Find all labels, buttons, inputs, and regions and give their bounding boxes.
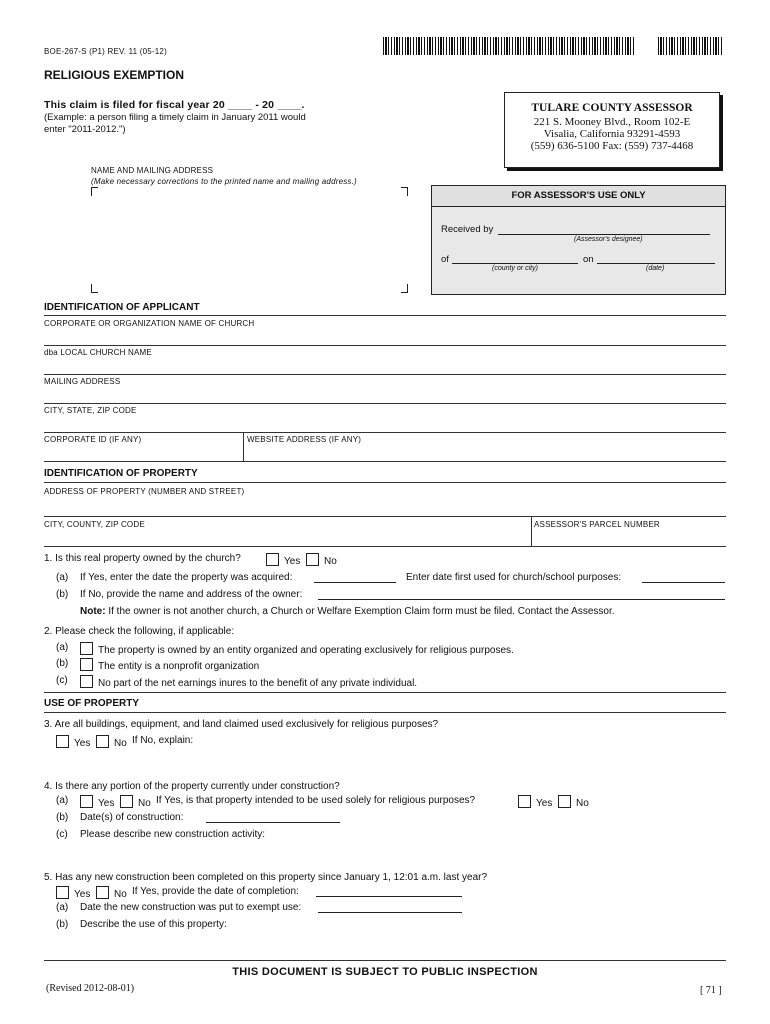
q1-no-label: No [324,556,337,567]
public-inspection-notice: THIS DOCUMENT IS SUBJECT TO PUBLIC INSPECTION [232,966,538,978]
mailing-label: NAME AND MAILING ADDRESS [91,166,214,175]
q1-b-text: If No, provide the name and address of the owner: [80,589,303,600]
parcel-field[interactable] [534,531,725,545]
q3-no-checkbox[interactable] [96,735,109,748]
property-address-label: ADDRESS OF PROPERTY (NUMBER AND STREET) [44,487,245,496]
example-line-1: (Example: a person filing a timely claim in January 2011 would [44,112,306,123]
county-field[interactable] [452,263,578,264]
q4-yes2-option[interactable] [518,795,552,809]
corp-id-rule [44,461,726,462]
parcel-divider [531,516,532,546]
q5-b-text: Describe the use of this property: [80,919,227,930]
form-title: RELIGIOUS EXEMPTION [44,68,185,82]
mailing-corner-tr [401,187,408,196]
designee-caption: (Assessor's designee) [574,236,643,243]
q2-c-option[interactable] [80,675,417,689]
q4-c-label: (c) [56,829,68,840]
q4-yes-option[interactable] [80,795,114,809]
q5-no-label: No [114,889,127,900]
q4-c-text: Please describe new construction activity: [80,829,266,840]
q1-yes-option[interactable] [266,553,300,567]
q3-yes-label: Yes [74,738,91,749]
q3-yes-checkbox[interactable] [56,735,69,748]
q4-yes-checkbox[interactable] [80,795,93,808]
q1-note-text: If the owner is not another church, a Church or Welfare Exemption Claim form must be filed. Contact the Assessor. [108,606,615,617]
mailing-rule [44,403,726,404]
footer-rule [44,960,726,961]
property-city-label: CITY, COUNTY, ZIP CODE [44,520,145,529]
q5-yes-checkbox[interactable] [56,886,69,899]
use-top-rule [44,692,726,693]
property-rule [44,482,726,483]
mailing-address-area[interactable] [100,197,396,281]
q2-c-text: No part of the net earnings inures to the benefit of any private individual. [98,678,418,689]
q4-yes-label: Yes [98,798,115,809]
fiscal-year-line: This claim is filed for fiscal year 20 ____ - 20 ____. [44,99,305,111]
county-caption: (county or city) [492,265,538,272]
corp-name-field[interactable] [44,330,726,345]
assessor-use-box [431,185,726,295]
property-city-field[interactable] [44,531,528,545]
corp-name-rule [44,345,726,346]
q4-text: 4. Is there any portion of the property currently under construction? [44,781,340,792]
q2-b-label: (b) [56,658,69,669]
q5-a-text: Date the new construction was put to exempt use: [80,902,302,913]
q4-b-label: (b) [56,812,69,823]
q1-note-label: Note: [80,606,106,617]
property-address-rule [44,516,726,517]
barcode-main [383,37,635,55]
on-label: on [583,254,594,265]
q5-completion-label: If Yes, provide the date of completion: [132,886,299,897]
parcel-label: ASSESSOR'S PARCEL NUMBER [534,520,660,529]
dba-field[interactable] [44,359,726,374]
city-state-zip-label: CITY, STATE, ZIP CODE [44,406,137,415]
q1-b-label: (b) [56,589,69,600]
q1-a-text2: Enter date first used for church/school purposes: [406,572,622,583]
q3-text: 3. Are all buildings, equipment, and land claimed used exclusively for religious purposes? [44,719,439,730]
assessor-address-box [504,92,720,168]
city-state-zip-field[interactable] [44,417,726,432]
assessor-phone: (559) 636-5100 Fax: (559) 737-4468 [530,140,694,152]
dba-label: dba LOCAL CHURCH NAME [44,348,152,357]
q4-yes2-label: Yes [536,798,553,809]
received-by-label: Received by [441,224,494,235]
q1-no-checkbox[interactable] [306,553,319,566]
property-city-rule [44,546,726,547]
q2-text: 2. Please check the following, if applicable: [44,626,235,637]
q1-a-text: If Yes, enter the date the property was acquired: [80,572,293,583]
q2-c-checkbox[interactable] [80,675,93,688]
q4-no2-checkbox[interactable] [558,795,571,808]
q2-a-checkbox[interactable] [80,642,93,655]
date-field[interactable] [597,263,715,264]
revised-date: (Revised 2012-08-01) [46,983,135,994]
q4-construction-dates-field[interactable] [206,822,340,823]
q2-a-option[interactable] [80,642,514,656]
mailing-corner-bl [91,284,98,293]
q3-no-label: No [114,738,127,749]
of-label: of [441,254,449,265]
property-address-field[interactable] [44,498,726,516]
q3-yes-option[interactable] [56,735,90,749]
q1-yes-label: Yes [284,556,301,567]
example-line-2: enter "2011-2012.") [44,124,126,135]
q5-completion-date-field[interactable] [316,896,462,897]
q2-a-label: (a) [56,642,69,653]
q4-yes2-checkbox[interactable] [518,795,531,808]
date-caption: (date) [646,265,665,272]
mailing-corner-br [401,284,408,293]
q5-yes-label: Yes [74,889,91,900]
q5-yes-option[interactable] [56,886,90,900]
q4-no-checkbox[interactable] [120,795,133,808]
applicant-rule [44,315,726,316]
q4-b-text: Date(s) of construction: [80,812,184,823]
q5-no-checkbox[interactable] [96,886,109,899]
barcode-small [658,37,724,55]
assessor-street: 221 S. Mooney Blvd., Room 102-E [533,116,691,128]
q5-use-description-field[interactable] [80,932,725,956]
dba-rule [44,374,726,375]
q5-a-label: (a) [56,902,69,913]
corp-name-label: CORPORATE OR ORGANIZATION NAME OF CHURCH [44,319,255,328]
applicant-heading: IDENTIFICATION OF APPLICANT [44,302,200,313]
q4-no-option[interactable] [120,795,151,809]
assessor-name: TULARE COUNTY ASSESSOR [531,102,693,114]
use-rule [44,712,726,713]
q4-a-label: (a) [56,795,69,806]
q1-text: 1. Is this real property owned by the church? [44,553,241,564]
q4-a-text: If Yes, is that property intended to be used solely for religious purposes? [156,795,476,806]
website-label: WEBSITE ADDRESS (IF ANY) [247,435,362,444]
assessor-city: Visalia, California 93291-4593 [543,128,681,140]
q1-note [80,606,615,617]
q1-owner-field[interactable] [318,599,725,600]
q2-b-option[interactable] [80,658,259,672]
q2-a-text: The property is owned by an entity organized and operating exclusively for religious purposes. [98,645,514,656]
use-heading: USE OF PROPERTY [44,698,140,709]
corp-id-field[interactable] [44,446,240,460]
mailing-address-label: MAILING ADDRESS [44,377,121,386]
q2-c-label: (c) [56,675,68,686]
q1-no-option[interactable] [306,553,337,567]
q5-text: 5. Has any new construction been completed on this property since January 1, 12:01 a.m. last year? [44,872,488,883]
q3-no-option[interactable] [96,735,127,749]
q4-no-label: No [138,798,151,809]
mailing-address-field[interactable] [44,388,726,403]
form-id: BOE-267-S (P1) REV. 11 (05-12) [44,47,167,56]
q1-acquired-date-field[interactable] [314,582,396,583]
q4-construction-activity-field[interactable] [80,842,725,868]
q4-no2-option[interactable] [558,795,589,809]
corp-id-divider [243,432,244,461]
mailing-corner-tl [91,187,98,196]
q3-explain-field[interactable] [206,735,725,765]
q5-exempt-use-date-field[interactable] [318,912,462,913]
q1-yes-checkbox[interactable] [266,553,279,566]
q4-no2-label: No [576,798,589,809]
q1-a-label: (a) [56,572,69,583]
q5-b-label: (b) [56,919,69,930]
received-by-field[interactable] [498,234,710,235]
assessor-use-title: FOR ASSESSOR'S USE ONLY [432,186,725,207]
property-heading: IDENTIFICATION OF PROPERTY [44,468,198,479]
page-number: [ 71 ] [700,985,722,996]
q3-explain-label: If No, explain: [132,735,194,746]
q2-b-text: The entity is a nonprofit organization [98,661,260,672]
q1-first-used-date-field[interactable] [642,582,725,583]
city-rule [44,432,726,433]
website-field[interactable] [247,446,725,460]
q2-b-checkbox[interactable] [80,658,93,671]
corp-id-label: CORPORATE ID (IF ANY) [44,435,142,444]
mailing-note: (Make necessary corrections to the printed name and mailing address.) [91,177,357,186]
q5-no-option[interactable] [96,886,127,900]
